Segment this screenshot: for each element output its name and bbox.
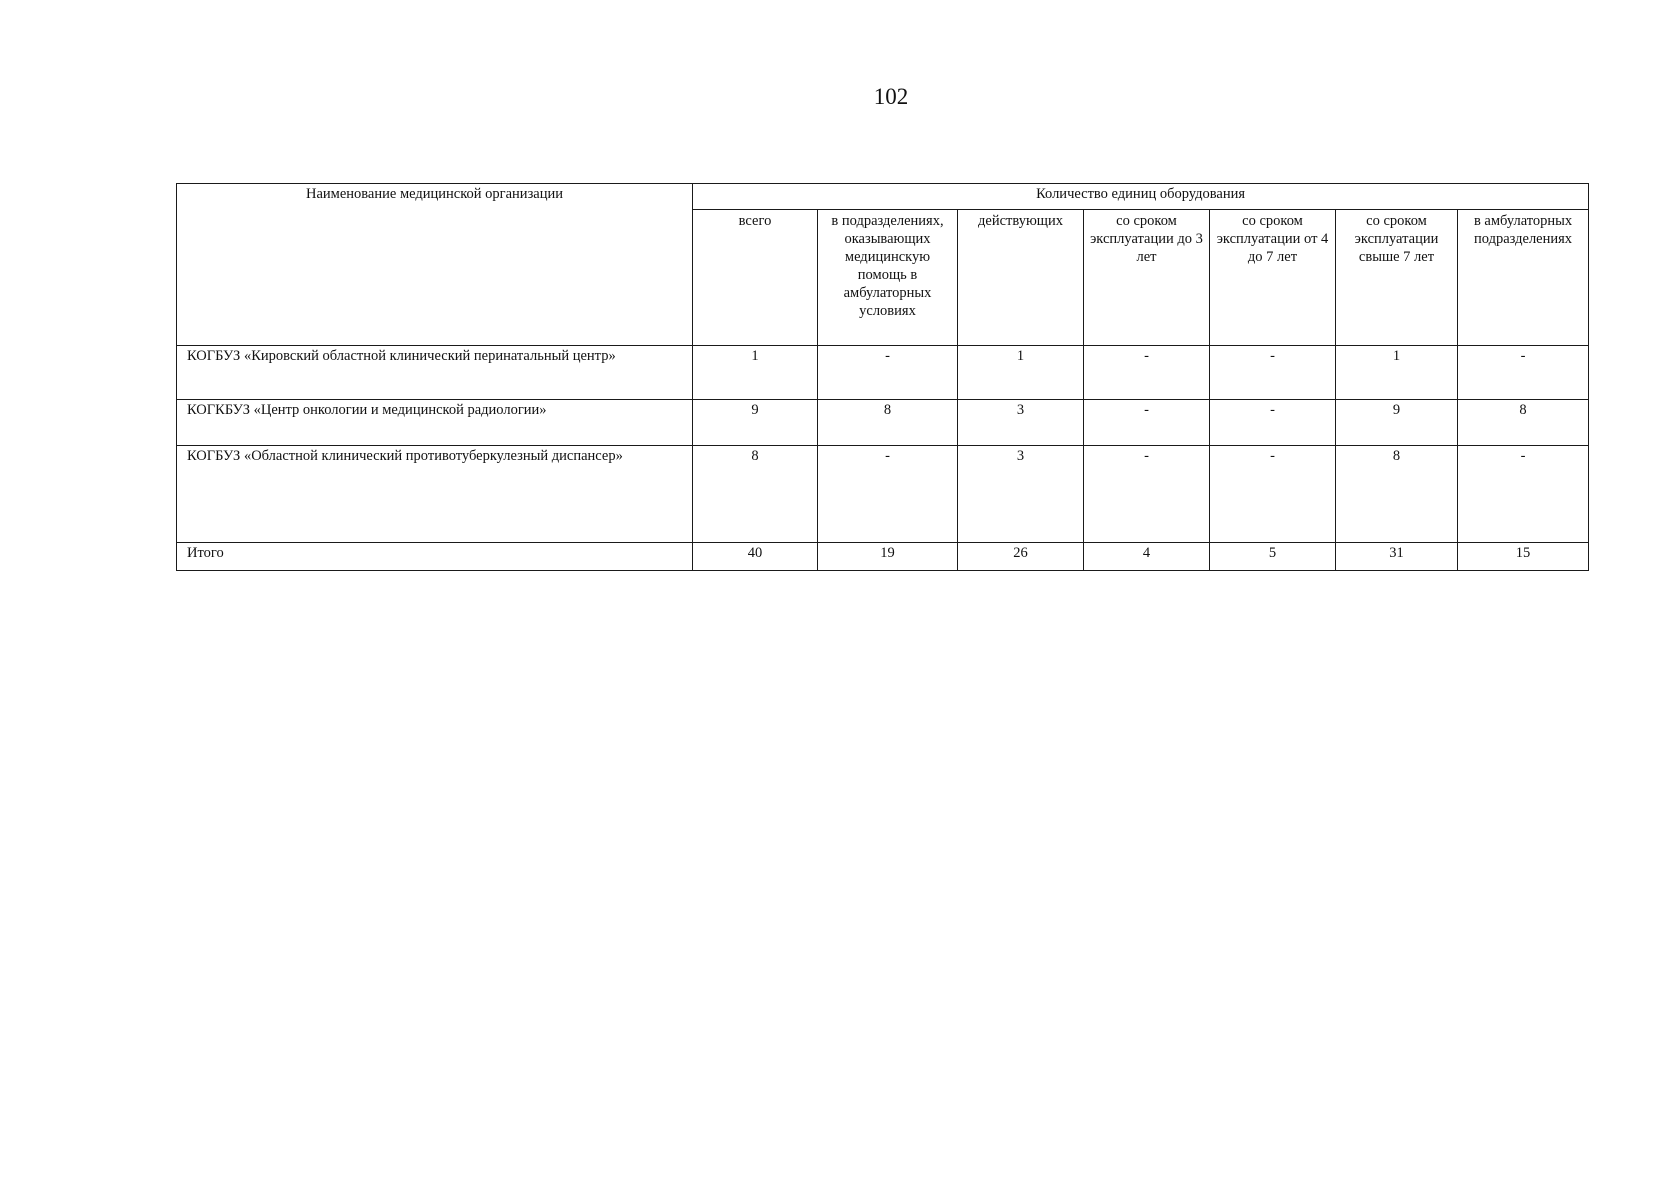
total-value-cell: 4 (1084, 543, 1210, 571)
value-cell: 3 (958, 446, 1084, 543)
equipment-count-header: Количество единиц оборудования (693, 184, 1589, 210)
value-cell: 9 (693, 400, 818, 446)
value-cell: 9 (1336, 400, 1458, 446)
org-name-cell: КОГКБУЗ «Центр онкологии и медицинской радиологии» (177, 400, 693, 446)
col-header-4-to-7-years: со сроком эксплуатации от 4 до 7 лет (1210, 210, 1336, 346)
col-header-active: действующих (958, 210, 1084, 346)
value-cell: - (1084, 400, 1210, 446)
org-name-header: Наименование медицинской организации (177, 184, 693, 346)
value-cell: - (1210, 400, 1336, 446)
total-label: Итого (177, 543, 693, 571)
org-name-cell: КОГБУЗ «Областной клинический противотуберкулезный диспансер» (177, 446, 693, 543)
value-cell: 1 (958, 346, 1084, 400)
total-value-cell: 40 (693, 543, 818, 571)
value-cell: 1 (1336, 346, 1458, 400)
total-value-cell: 15 (1458, 543, 1589, 571)
total-row (177, 543, 1589, 571)
value-cell: - (1458, 346, 1589, 400)
col-header-up-to-3-years: со сроком эксплуатации до 3 лет (1084, 210, 1210, 346)
value-cell: 8 (1458, 400, 1589, 446)
total-value-cell: 5 (1210, 543, 1336, 571)
value-cell: - (1458, 446, 1589, 543)
value-cell: 1 (693, 346, 818, 400)
table-row (177, 400, 1589, 446)
table-row (177, 446, 1589, 543)
col-header-total: всего (693, 210, 818, 346)
org-name-cell: КОГБУЗ «Кировский областной клинический перинатальный центр» (177, 346, 693, 400)
table-row (177, 346, 1589, 400)
value-cell: - (1210, 446, 1336, 543)
value-cell: 8 (1336, 446, 1458, 543)
col-header-over-7-years: со сроком эксплуатации свыше 7 лет (1336, 210, 1458, 346)
equipment-table (176, 183, 1589, 571)
value-cell: - (1210, 346, 1336, 400)
value-cell: 8 (818, 400, 958, 446)
value-cell: - (818, 346, 958, 400)
value-cell: - (1084, 446, 1210, 543)
value-cell: - (1084, 346, 1210, 400)
page-number: 102 (873, 84, 909, 109)
value-cell: 8 (693, 446, 818, 543)
col-header-in-outpatient-departments: в амбулаторных подразделениях (1458, 210, 1589, 346)
total-value-cell: 31 (1336, 543, 1458, 571)
total-value-cell: 26 (958, 543, 1084, 571)
header-row-1 (177, 184, 1589, 210)
value-cell: - (818, 446, 958, 543)
value-cell: 3 (958, 400, 1084, 446)
total-value-cell: 19 (818, 543, 958, 571)
col-header-outpatient-units: в подразделениях, оказывающих медицинскую помощь в амбулаторных условиях (818, 210, 958, 346)
